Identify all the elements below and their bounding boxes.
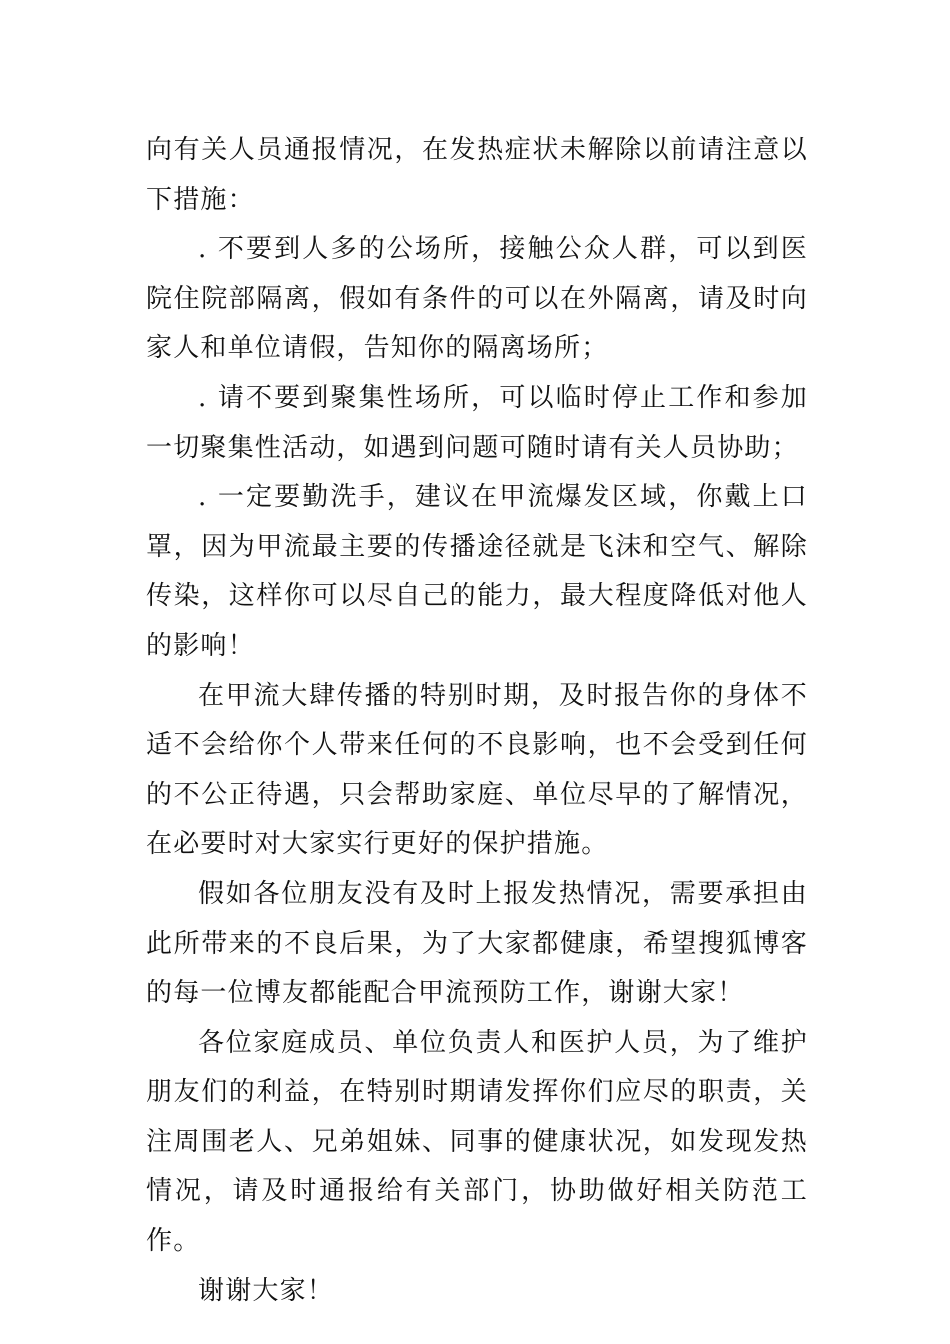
- paragraph-reporting-duty: 假如各位朋友没有及时上报发热情况，需要承担由此所带来的不良后果，为了大家都健康，希望搜狐博客的每一位博友都能配合甲流预防工作，谢谢大家！: [146, 878, 808, 1009]
- document-body: [146, 126, 808, 1316]
- paragraph-measure-2: . 请不要到聚集性场所，可以临时停止工作和参加一切聚集性活动，如遇到问题可随时请有关人员协助；: [146, 382, 808, 463]
- paragraph-measure-3: . 一定要勤洗手，建议在甲流爆发区域，你戴上口罩，因为甲流最主要的传播途径就是飞沫和空气、解除传染，这样你可以尽自己的能力，最大程度降低对他人的影响！: [146, 482, 808, 661]
- paragraph-special-period: 在甲流大肆传播的特别时期，及时报告你的身体不适不会给你个人带来任何的不良影响，也不会受到任何的不公正待遇，只会帮助家庭、单位尽早的了解情况，在必要时对大家实行更好的保护措施。: [146, 680, 808, 860]
- paragraph-measure-1: . 不要到人多的公场所，接触公众人群，可以到医院住院部隔离，假如有条件的可以在外隔离，请及时向家人和单位请假，告知你的隔离场所；: [146, 234, 808, 364]
- paragraph-responsibilities: 各位家庭成员、单位负责人和医护人员，为了维护朋友们的利益，在特别时期请发挥你们应尽的职责，关注周围老人、兄弟姐妹、同事的健康状况，如发现发热情况，请及时通报给有关部门，协助做好相关防范工作。: [146, 1027, 808, 1257]
- paragraph-closing: 谢谢大家！: [198, 1275, 335, 1306]
- paragraph-continuation: 向有关人员通报情况，在发热症状未解除以前请注意以下措施：: [146, 135, 808, 215]
